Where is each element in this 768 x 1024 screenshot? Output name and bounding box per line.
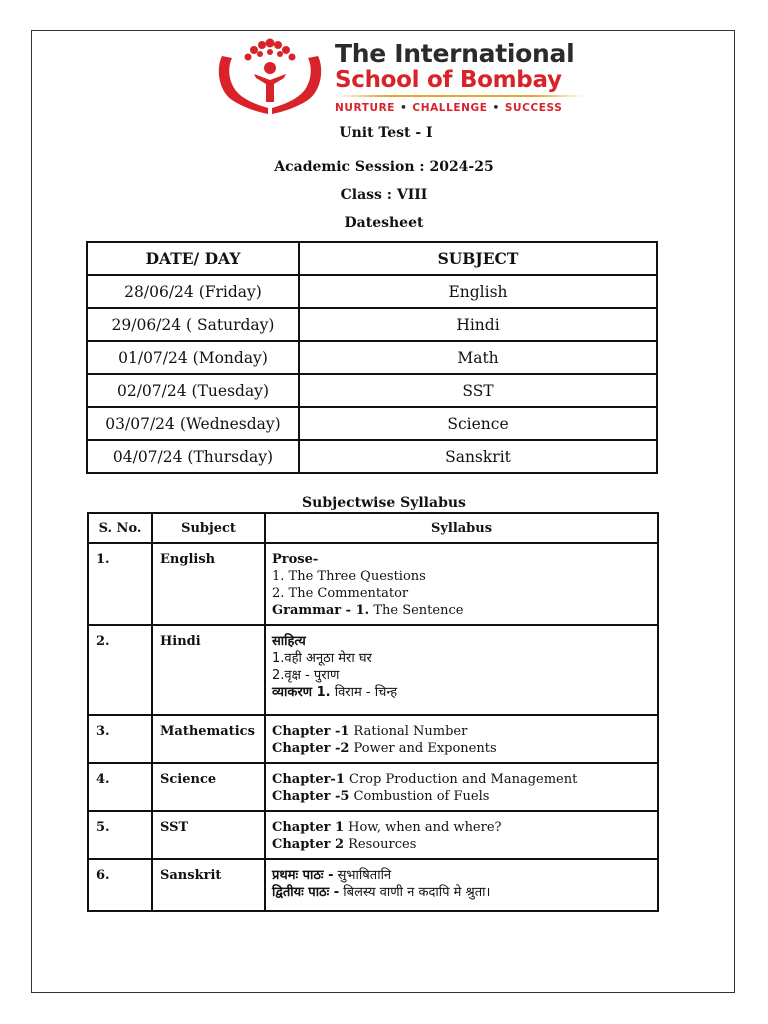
subject-cell: Math (299, 341, 657, 374)
datesheet-heading: Datesheet (344, 215, 424, 231)
subject-name: English (152, 543, 265, 625)
school-name-line1: The International (335, 39, 575, 68)
syllabus-line (272, 633, 652, 650)
syllabus-line-bold: साहित्य (272, 634, 306, 649)
subject-cell: Science (299, 407, 657, 440)
serial-number: 3. (88, 715, 152, 763)
syllabus-line-text: Resources (344, 837, 417, 852)
school-name-line2: School of Bombay (335, 67, 562, 93)
syllabus-line-text: 1.वही अनूठा मेरा घर (272, 651, 372, 666)
table-row (87, 341, 657, 374)
syllabus-line (272, 684, 652, 701)
syllabus-content (265, 859, 658, 911)
syllabus-line (272, 836, 652, 853)
table-row (87, 440, 657, 473)
syllabus-line (272, 771, 652, 788)
table-row (87, 308, 657, 341)
table-row (88, 811, 658, 859)
table-row (88, 715, 658, 763)
syllabus-line-text: Power and Exponents (349, 741, 497, 756)
table-header-row (88, 513, 658, 543)
syllabus-line (272, 867, 652, 884)
serial-number: 4. (88, 763, 152, 811)
subject-cell: English (299, 275, 657, 308)
syllabus-line-bold: Chapter 1 (272, 820, 345, 835)
syllabus-line-text: 1. The Three Questions (272, 569, 426, 584)
syllabus-line (272, 551, 652, 568)
syllabus-line-text: The Sentence (369, 603, 464, 618)
table-row (87, 407, 657, 440)
tagline-word: NURTURE (335, 102, 396, 114)
date-cell: 02/07/24 (Tuesday) (87, 374, 299, 407)
syllabus-content (265, 715, 658, 763)
syllabus-line (272, 723, 652, 740)
lotus-hands-emblem-icon (214, 38, 326, 116)
syllabus-content (265, 811, 658, 859)
syllabus-line (272, 740, 652, 757)
syllabus-line-bold: प्रथमः पाठः - (272, 868, 334, 883)
table-row (88, 859, 658, 911)
syllabus-line-bold: Chapter-1 (272, 772, 345, 787)
date-cell: 29/06/24 ( Saturday) (87, 308, 299, 341)
subject-cell: Hindi (299, 308, 657, 341)
table-row (87, 374, 657, 407)
table-row (87, 275, 657, 308)
serial-number: 1. (88, 543, 152, 625)
syllabus-line-bold: Chapter 2 (272, 837, 345, 852)
syllabus-line-text: 2. The Commentator (272, 586, 409, 601)
date-cell: 04/07/24 (Thursday) (87, 440, 299, 473)
column-header: Syllabus (265, 513, 658, 543)
logo-divider (335, 95, 585, 97)
subject-name: Mathematics (152, 715, 265, 763)
table-row (88, 543, 658, 625)
subject-name: SST (152, 811, 265, 859)
tagline-word: CHALLENGE (412, 102, 488, 114)
table-row (88, 763, 658, 811)
academic-session: Academic Session : 2024-25 (274, 159, 494, 175)
syllabus-line-text: Crop Production and Management (344, 772, 578, 787)
column-header: SUBJECT (299, 242, 657, 275)
serial-number: 5. (88, 811, 152, 859)
syllabus-line-bold: द्वितीयः पाठः - (272, 885, 340, 900)
syllabus-line-bold: Chapter -1 (272, 724, 350, 739)
date-cell: 03/07/24 (Wednesday) (87, 407, 299, 440)
syllabus-line (272, 788, 652, 805)
syllabus-content (265, 543, 658, 625)
unit-test-title: Unit Test - I (339, 125, 433, 141)
syllabus-line (272, 667, 652, 684)
syllabus-line-bold: Chapter -2 (272, 741, 350, 756)
subject-name: Science (152, 763, 265, 811)
syllabus-line-bold: Chapter -5 (272, 789, 350, 804)
datesheet-table (86, 241, 658, 474)
syllabus-line-bold: Prose- (272, 552, 319, 567)
syllabus-line (272, 650, 652, 667)
column-header: S. No. (88, 513, 152, 543)
syllabus-line (272, 884, 652, 901)
table-header-row (87, 242, 657, 275)
tagline-separator: • (492, 102, 500, 114)
syllabus-heading: Subjectwise Syllabus (302, 495, 466, 511)
syllabus-line-text: How, when and where? (344, 820, 502, 835)
syllabus-content (265, 763, 658, 811)
date-cell: 28/06/24 (Friday) (87, 275, 299, 308)
tagline-separator: • (400, 102, 408, 114)
syllabus-line-text: Combustion of Fuels (349, 789, 490, 804)
syllabus-line-bold: Grammar - 1. (272, 603, 370, 618)
class-label: Class : VIII (340, 187, 428, 203)
syllabus-table (87, 512, 659, 912)
date-cell: 01/07/24 (Monday) (87, 341, 299, 374)
column-header: Subject (152, 513, 265, 543)
school-logo (214, 38, 594, 118)
column-header: DATE/ DAY (87, 242, 299, 275)
syllabus-line-text: Rational Number (349, 724, 468, 739)
syllabus-line (272, 585, 652, 602)
subject-name: Sanskrit (152, 859, 265, 911)
tagline-word: SUCCESS (504, 102, 563, 114)
serial-number: 2. (88, 625, 152, 715)
syllabus-line-text: सुभाषितानि (333, 868, 392, 883)
school-tagline (335, 102, 562, 114)
subject-cell: SST (299, 374, 657, 407)
syllabus-line (272, 819, 652, 836)
syllabus-line-text: बिलस्य वाणी न कदापि मे श्रुता। (339, 885, 491, 900)
syllabus-line-bold: व्याकरण 1. (272, 685, 331, 700)
syllabus-content (265, 625, 658, 715)
table-row (88, 625, 658, 715)
syllabus-line-text: विराम - चिन्ह (330, 685, 398, 700)
subject-cell: Sanskrit (299, 440, 657, 473)
syllabus-line (272, 602, 652, 619)
subject-name: Hindi (152, 625, 265, 715)
syllabus-line (272, 568, 652, 585)
serial-number: 6. (88, 859, 152, 911)
syllabus-line-text: 2.वृक्ष - पुराण (272, 668, 340, 683)
